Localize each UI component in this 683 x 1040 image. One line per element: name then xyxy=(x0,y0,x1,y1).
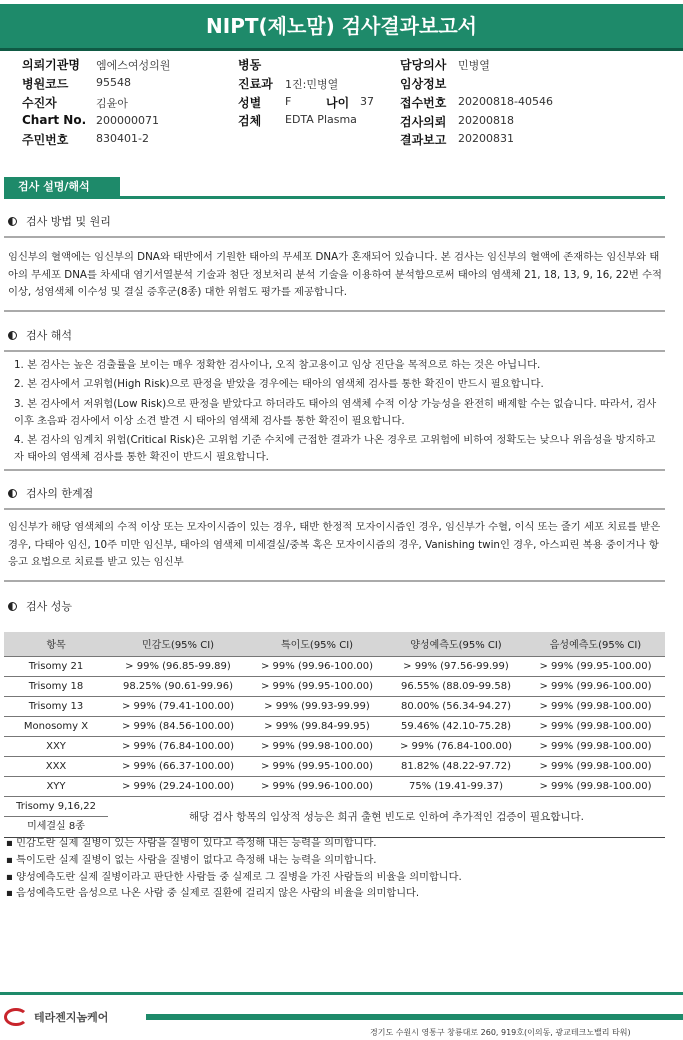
footer-rule xyxy=(0,992,683,995)
table-cell: > 99% (84.56-100.00) xyxy=(108,716,248,736)
table-cell: > 99% (99.84-99.95) xyxy=(248,716,386,736)
table-cell: > 99% (29.24-100.00) xyxy=(108,776,248,796)
performance-heading-text: 검사 성능 xyxy=(26,600,73,613)
footnote: ▪ 특이도란 실제 질병이 없는 사람을 질병이 없다고 측정해 내는 능력을 의미합니다. xyxy=(6,855,377,866)
half-circle-icon xyxy=(8,602,17,611)
doctor-value: 민병열 xyxy=(458,59,490,72)
dept-label: 진료과 xyxy=(238,77,273,91)
table-cell: > 99% (79.41-100.00) xyxy=(108,696,248,716)
interpretation-item: 2. 본 검사에서 고위험(High Risk)으로 판정을 받았을 경우에는 태아의 염색체 검사를 통한 확진이 반드시 필요합니다. xyxy=(14,378,544,390)
hospital-label: 의뢰기관명 xyxy=(22,58,80,72)
table-cell: > 99% (99.98-100.00) xyxy=(526,736,665,756)
table-cell: 75% (19.41-99.37) xyxy=(386,776,526,796)
table-cell: Trisomy 21 xyxy=(4,656,108,676)
table-cell: > 99% (99.98-100.00) xyxy=(526,756,665,776)
table-cell: > 99% (99.95-100.00) xyxy=(248,756,386,776)
company-logo xyxy=(4,1006,108,1028)
footnote: ▪ 민감도란 실제 질병이 있는 사람을 질병이 있다고 측정해 내는 능력을 의미합니다. xyxy=(6,838,377,849)
interpretation-heading-text: 검사 해석 xyxy=(26,329,73,342)
table-cell: 81.82% (48.22-97.72) xyxy=(386,756,526,776)
table-header-row xyxy=(4,632,665,656)
report-value: 20200831 xyxy=(458,132,514,145)
footnote: ▪ 양성예측도란 실제 질병이라고 판단한 사람들 중 실제로 그 질병을 가진 사람들의 비율을 의미합니다. xyxy=(6,872,462,883)
table-cell: Trisomy 13 xyxy=(4,696,108,716)
divider xyxy=(4,508,665,510)
table-row xyxy=(4,676,665,696)
doctor-label: 담당의사 xyxy=(400,58,447,72)
table-row xyxy=(4,776,665,796)
specimen-label: 검체 xyxy=(238,114,262,128)
section-tab: 검사 설명/해석 xyxy=(4,177,120,196)
limitations-text: 임신부가 해당 염색체의 수적 이상 또는 모자이시즘이 있는 경우, 태반 한정적 모자이시즘인 경우, 임신부가 수혈, 이식 또는 줄기 세포 치료를 받은 경우, 다태아 임신, 10주 미만 임신부, 태아의 염색체 미세결실/중복 혹은 모자이시즘의 경우, Vanishing twin인 경우, 아스피린 복용 중이거나 항 응고 요법으로 치료를 받고 있는 임신부 xyxy=(8,521,661,568)
table-cell: > 99% (99.98-100.00) xyxy=(526,776,665,796)
table-cell: > 99% (99.98-100.00) xyxy=(526,696,665,716)
table-cell: > 99% (76.84-100.00) xyxy=(108,736,248,756)
divider xyxy=(4,236,665,238)
table-cell: XYY xyxy=(4,776,108,796)
table-row xyxy=(4,656,665,676)
interpretation-item: 4. 본 검사의 임계치 위험(Critical Risk)은 고위험 기준 수치에 근접한 결과가 나온 경우로 고위험에 비하여 정확도는 낮으나 위음성을 방지하고자 태아의 염색체 검사를 통한 확진이 반드시 필요합니다. xyxy=(14,434,656,463)
table-cell: > 99% (99.96-100.00) xyxy=(526,676,665,696)
half-circle-icon xyxy=(8,489,17,498)
column-header: 특이도(95% CI) xyxy=(248,632,386,656)
receiver-value: 김윤아 xyxy=(96,97,128,110)
divider xyxy=(4,310,665,312)
logo-icon xyxy=(4,1008,28,1026)
footnote: ▪ 음성예측도란 음성으로 나온 사람 중 실제로 질환에 걸리지 않은 사람의 비율을 의미합니다. xyxy=(6,888,420,899)
age-label: 나이 xyxy=(326,96,350,110)
accession-value: 20200818-40546 xyxy=(458,95,553,108)
company-name: 테라젠지놈케어 xyxy=(34,1011,109,1024)
table-cell: > 99% (76.84-100.00) xyxy=(386,736,526,756)
method-heading-text: 검사 방법 및 원리 xyxy=(26,215,111,228)
column-header: 민감도(95% CI) xyxy=(108,632,248,656)
table-cell: > 99% (96.85-99.89) xyxy=(108,656,248,676)
table-cell: > 99% (99.95-100.00) xyxy=(248,676,386,696)
report-label: 결과보고 xyxy=(400,133,447,147)
table-row xyxy=(4,736,665,756)
interpretation-item: 3. 본 검사에서 저위험(Low Risk)으로 판정을 받았다고 하더라도 태아의 염색체 수적 이상 가능성을 완전히 배제할 수는 없습니다. 따라서, 검사 이후 초음파 검사에서 이상 소견 발견 시 태아의 염색체 검사를 통한 확진이 필요합니다. xyxy=(14,398,657,427)
table-cell: > 99% (99.96-100.00) xyxy=(248,656,386,676)
half-circle-icon xyxy=(8,217,17,226)
column-header: 음성예측도(95% CI) xyxy=(526,632,665,656)
column-header: 항목 xyxy=(4,632,108,656)
performance-table xyxy=(4,632,665,838)
age-value: 37 xyxy=(360,95,374,108)
table-cell: 96.55% (88.09-99.58) xyxy=(386,676,526,696)
table-cell: 59.46% (42.10-75.28) xyxy=(386,716,526,736)
ward-label: 병동 xyxy=(238,58,262,72)
sex-value: F xyxy=(285,95,292,108)
table-cell: 80.00% (56.34-94.27) xyxy=(386,696,526,716)
rrn-value: 830401-2 xyxy=(96,132,149,145)
rare-label: 미세결실 8종 xyxy=(27,820,85,832)
sex-label: 성별 xyxy=(238,96,262,110)
accession-label: 접수번호 xyxy=(400,96,447,110)
table-cell: 98.25% (90.61-99.96) xyxy=(108,676,248,696)
table-cell: > 99% (97.56-99.99) xyxy=(386,656,526,676)
table-cell: > 99% (99.95-100.00) xyxy=(526,656,665,676)
request-value: 20200818 xyxy=(458,114,514,127)
method-text: 임신부의 혈액에는 임신부의 DNA와 태반에서 기원한 태아의 무세포 DNA가 혼재되어 있습니다. 본 검사는 임신부의 혈액에 존재하는 임신부와 태아의 무세포 DNA를 차세대 염기서열분석 기술과 첨단 정보처리 분석 기술을 이용하여 분석함으로써 태아의 염색체 21, 18, 13, 9, 16, 22번 수적 이상, 성염색체 이수성 및 결실 증후군(8종) 대한 위험도 평가를 제공합니다. xyxy=(8,251,663,298)
divider xyxy=(4,580,665,582)
specimen-value: EDTA Plasma xyxy=(285,113,357,126)
footer-band xyxy=(146,1014,683,1020)
interpretation-heading xyxy=(8,328,72,344)
interpretation-item: 1. 본 검사는 높은 검출률을 보이는 매우 정확한 검사이나, 오직 참고용이고 임상 진단을 목적으로 하는 것은 아닙니다. xyxy=(14,359,541,371)
performance-heading xyxy=(8,599,72,615)
clinical-label: 임상정보 xyxy=(400,77,447,91)
method-heading xyxy=(8,214,111,230)
table-cell xyxy=(4,796,108,837)
table-cell: > 99% (99.93-99.99) xyxy=(248,696,386,716)
rrn-label: 주민번호 xyxy=(22,133,69,147)
limitations-heading xyxy=(8,486,93,502)
table-row xyxy=(4,756,665,776)
code-value: 95548 xyxy=(96,76,131,89)
table-cell: > 99% (99.98-100.00) xyxy=(248,736,386,756)
table-cell: Monosomy X xyxy=(4,716,108,736)
table-row xyxy=(4,716,665,736)
table-cell: > 99% (99.96-100.00) xyxy=(248,776,386,796)
chart-label: Chart No. xyxy=(22,113,87,127)
title-underline xyxy=(0,48,683,51)
footer-address: 경기도 수원시 영통구 창룡대로 260, 919호(이의동, 광교테크노밸리 타워) xyxy=(370,1028,631,1037)
dept-value: 1진:민병열 xyxy=(285,78,339,91)
request-label: 검사의뢰 xyxy=(400,115,447,129)
report-title: NIPT(제노맘) 검사결과보고서 xyxy=(0,4,683,48)
code-label: 병원코드 xyxy=(22,77,69,91)
rare-label: Trisomy 9,16,22 xyxy=(4,797,108,817)
column-header: 양성예측도(95% CI) xyxy=(386,632,526,656)
table-cell: Trisomy 18 xyxy=(4,676,108,696)
table-cell: > 99% (66.37-100.00) xyxy=(108,756,248,776)
table-row xyxy=(4,696,665,716)
half-circle-icon xyxy=(8,331,17,340)
table-row xyxy=(4,796,665,837)
divider xyxy=(4,469,665,471)
table-cell: > 99% (99.98-100.00) xyxy=(526,716,665,736)
rare-note: 해당 검사 항목의 임상적 성능은 희귀 출현 빈도로 인하여 추가적인 검증이 필요합니다. xyxy=(108,796,665,837)
chart-value: 200000071 xyxy=(96,114,159,127)
limitations-heading-text: 검사의 한계점 xyxy=(26,487,94,500)
receiver-label: 수진자 xyxy=(22,96,57,110)
table-cell: XXY xyxy=(4,736,108,756)
hospital-value: 엠에스여성의원 xyxy=(96,59,171,72)
divider xyxy=(4,350,665,352)
table-cell: XXX xyxy=(4,756,108,776)
section-rule xyxy=(4,196,665,199)
